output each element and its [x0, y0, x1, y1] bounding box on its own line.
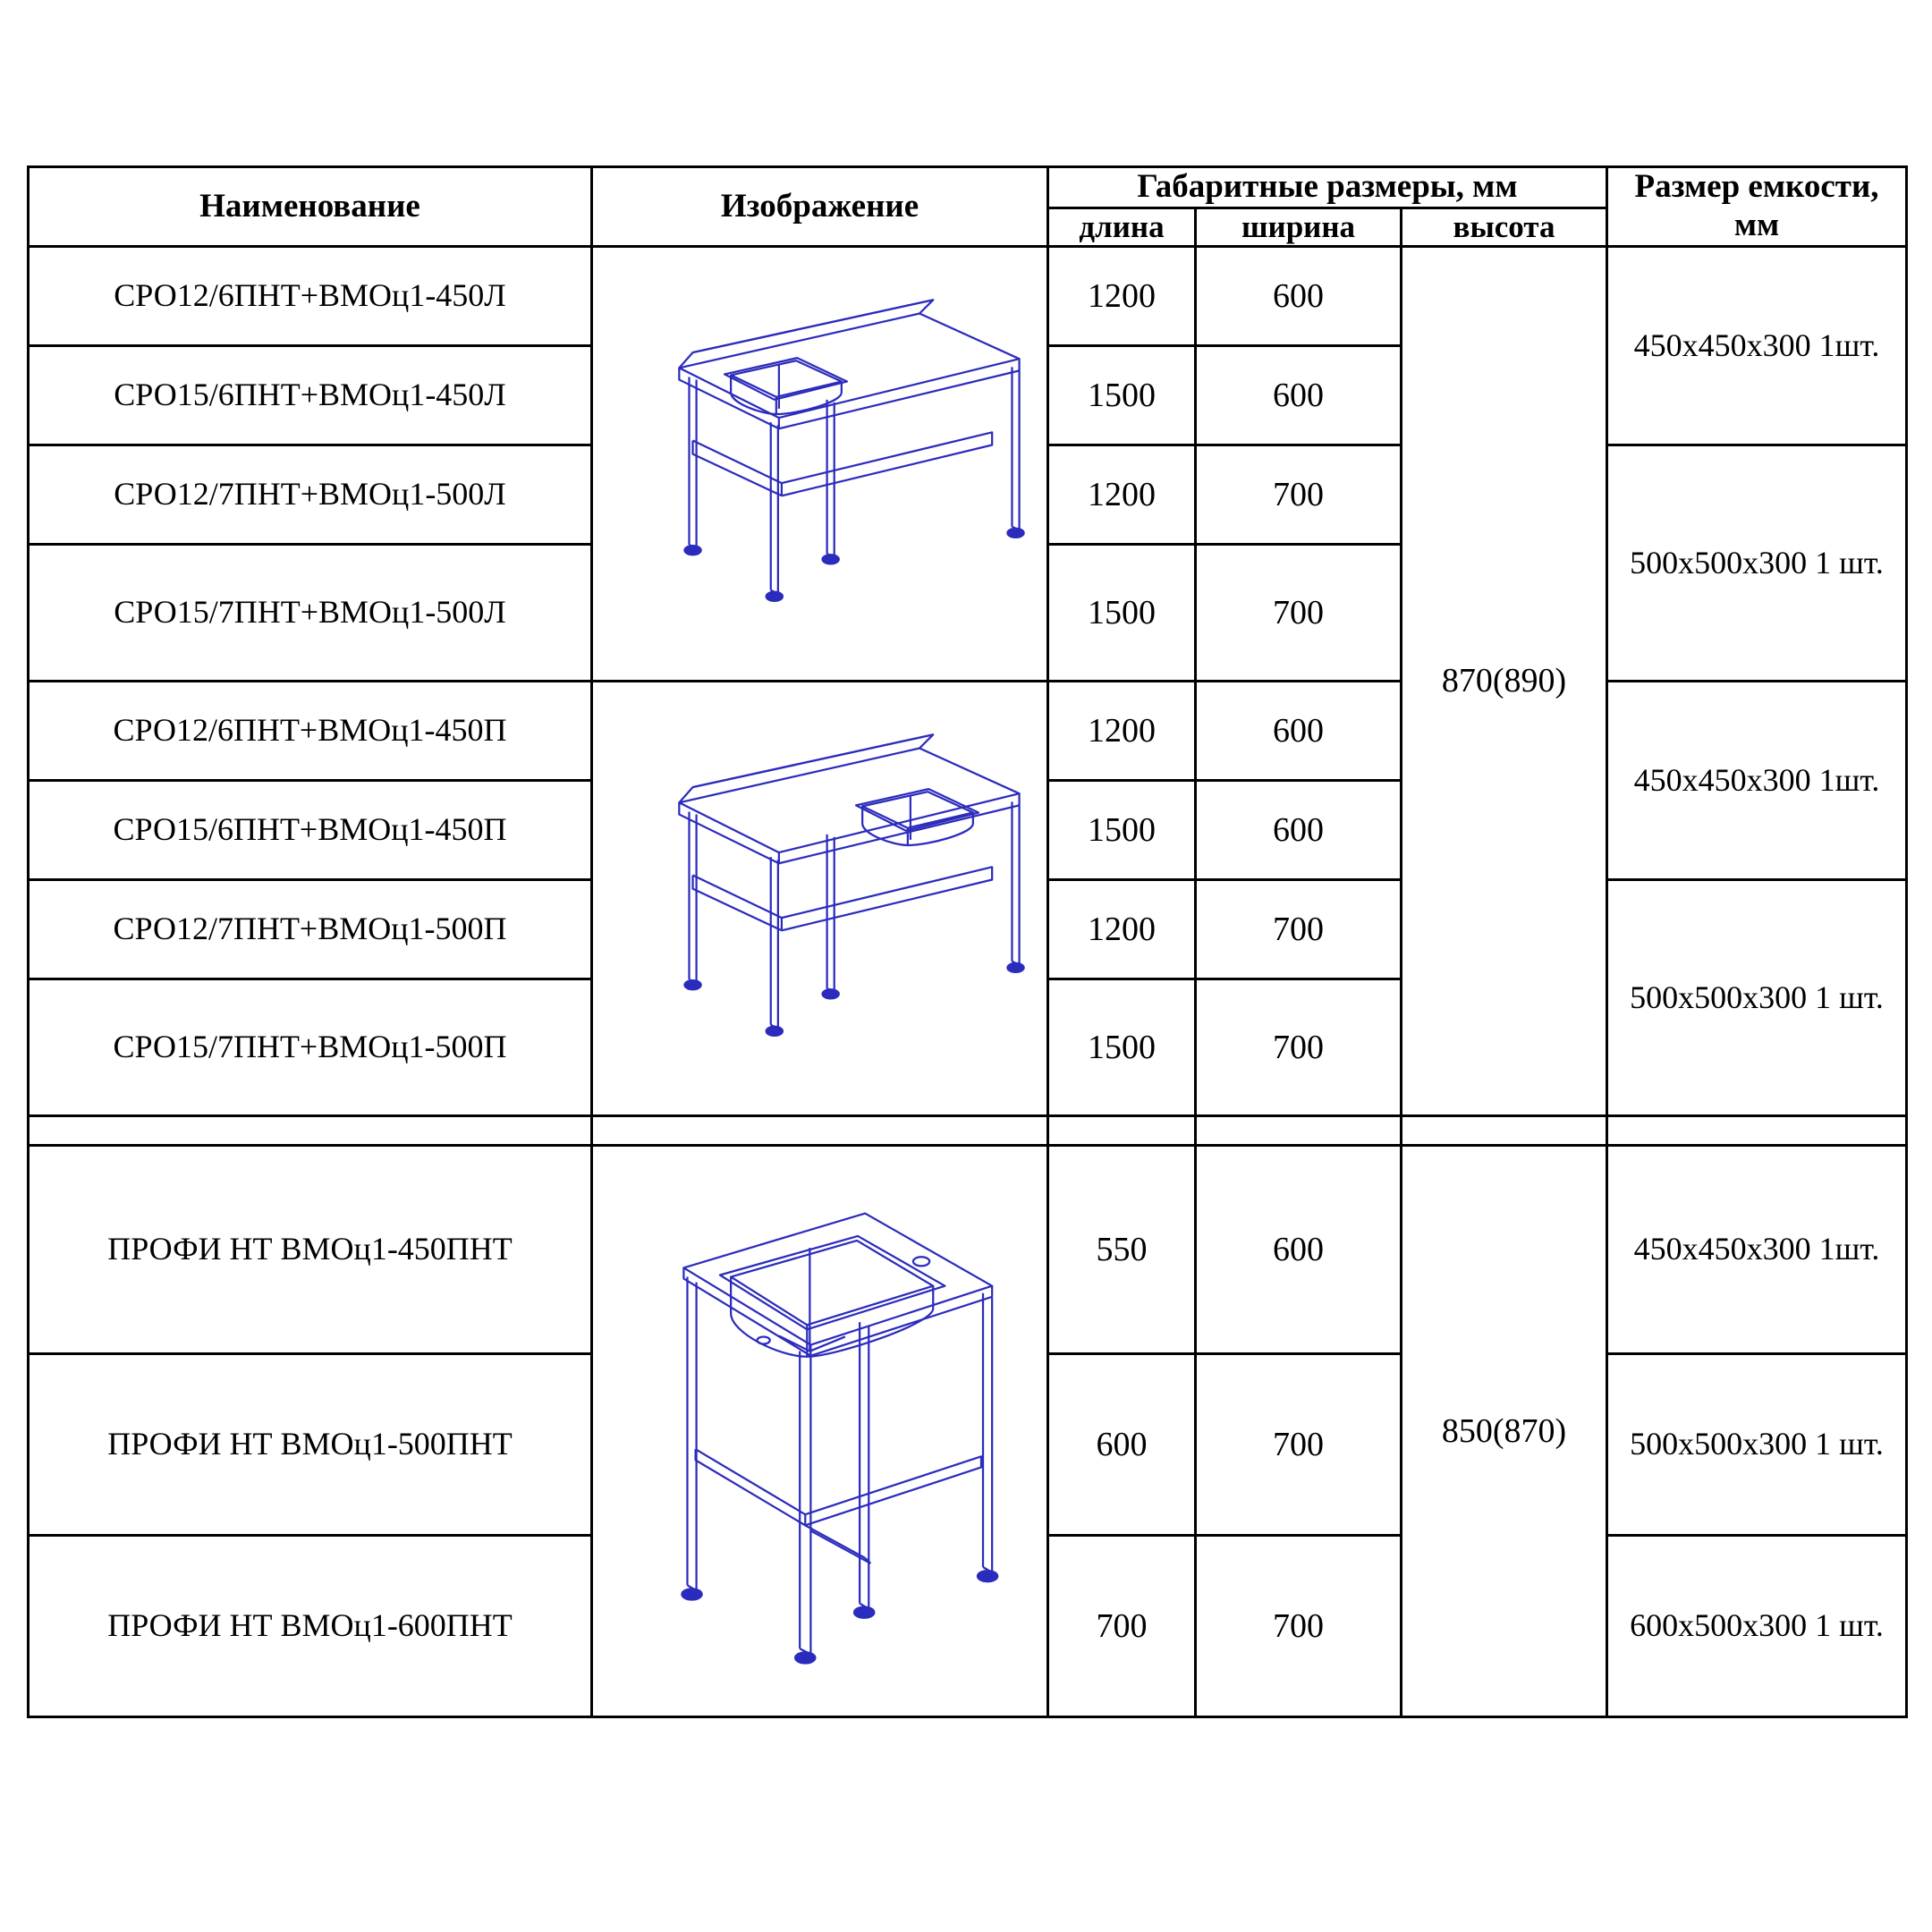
- sink-table-right-bowl-drawing: [593, 716, 1046, 1080]
- divider-cell: [1196, 1115, 1402, 1145]
- length-value: 1200: [1048, 246, 1196, 345]
- divider-cell: [1048, 1115, 1196, 1145]
- sink-table-left-bowl-drawing: [593, 282, 1046, 645]
- length-value: 1500: [1048, 780, 1196, 879]
- width-value: 700: [1196, 879, 1402, 979]
- width-value: 700: [1196, 544, 1402, 681]
- width-value: 600: [1196, 681, 1402, 780]
- width-value: 700: [1196, 445, 1402, 544]
- divider-cell: [1607, 1115, 1907, 1145]
- header-overall-dimensions: Габаритные размеры, мм: [1048, 167, 1607, 208]
- capacity-value: 450х450х300 1шт.: [1607, 246, 1907, 445]
- table-row: [29, 681, 1907, 780]
- divider-cell: [1402, 1115, 1607, 1145]
- height-value-group2: 850(870): [1402, 1145, 1607, 1716]
- product-name: СРО15/6ПНТ+ВМОц1-450Л: [29, 345, 592, 445]
- capacity-value: 500х500х300 1 шт.: [1607, 445, 1907, 681]
- drawing-cell-right-bowl: [592, 681, 1048, 1115]
- header-length: длина: [1048, 208, 1196, 246]
- product-name: СРО15/7ПНТ+ВМОц1-500Л: [29, 544, 592, 681]
- header-width: ширина: [1196, 208, 1402, 246]
- length-value: 1200: [1048, 681, 1196, 780]
- specification-table: [27, 165, 1908, 1718]
- capacity-value: 450х450х300 1шт.: [1607, 1145, 1907, 1353]
- divider-cell: [29, 1115, 592, 1145]
- width-value: 600: [1196, 780, 1402, 879]
- drawing-cell-single-bowl-stand: [592, 1145, 1048, 1716]
- product-name: ПРОФИ НТ ВМОц1-600ПНТ: [29, 1535, 592, 1716]
- section-divider-row: [29, 1115, 1907, 1145]
- product-name: СРО12/7ПНТ+ВМОц1-500Л: [29, 445, 592, 544]
- capacity-value: 600х500х300 1 шт.: [1607, 1535, 1907, 1716]
- product-name: СРО12/6ПНТ+ВМОц1-450П: [29, 681, 592, 780]
- width-value: 600: [1196, 1145, 1402, 1353]
- header-image: Изображение: [592, 167, 1048, 247]
- capacity-value: 500х500х300 1 шт.: [1607, 879, 1907, 1115]
- width-value: 700: [1196, 1535, 1402, 1716]
- table-row: [29, 246, 1907, 345]
- divider-cell: [592, 1115, 1048, 1145]
- length-value: 700: [1048, 1535, 1196, 1716]
- header-name: Наименование: [29, 167, 592, 247]
- header-height: высота: [1402, 208, 1607, 246]
- length-value: 1200: [1048, 879, 1196, 979]
- length-value: 1200: [1048, 445, 1196, 544]
- product-name: ПРОФИ НТ ВМОц1-500ПНТ: [29, 1353, 592, 1535]
- width-value: 600: [1196, 345, 1402, 445]
- product-name: СРО15/6ПНТ+ВМОц1-450П: [29, 780, 592, 879]
- width-value: 700: [1196, 979, 1402, 1115]
- length-value: 1500: [1048, 544, 1196, 681]
- header-capacity: Размер емкости, мм: [1607, 167, 1907, 247]
- table-header-row: [29, 167, 1907, 208]
- product-name: СРО15/7ПНТ+ВМОц1-500П: [29, 979, 592, 1115]
- length-value: 1500: [1048, 345, 1196, 445]
- length-value: 600: [1048, 1353, 1196, 1535]
- height-value-group1: 870(890): [1402, 246, 1607, 1115]
- product-name: СРО12/6ПНТ+ВМОц1-450Л: [29, 246, 592, 345]
- capacity-value: 500х500х300 1 шт.: [1607, 1353, 1907, 1535]
- length-value: 1500: [1048, 979, 1196, 1115]
- product-name: СРО12/7ПНТ+ВМОц1-500П: [29, 879, 592, 979]
- product-name: ПРОФИ НТ ВМОц1-450ПНТ: [29, 1145, 592, 1353]
- capacity-value: 450х450х300 1шт.: [1607, 681, 1907, 879]
- width-value: 700: [1196, 1353, 1402, 1535]
- drawing-cell-left-bowl: [592, 246, 1048, 681]
- single-bowl-stand-drawing: [593, 1177, 1046, 1685]
- width-value: 600: [1196, 246, 1402, 345]
- length-value: 550: [1048, 1145, 1196, 1353]
- table-row: [29, 1145, 1907, 1353]
